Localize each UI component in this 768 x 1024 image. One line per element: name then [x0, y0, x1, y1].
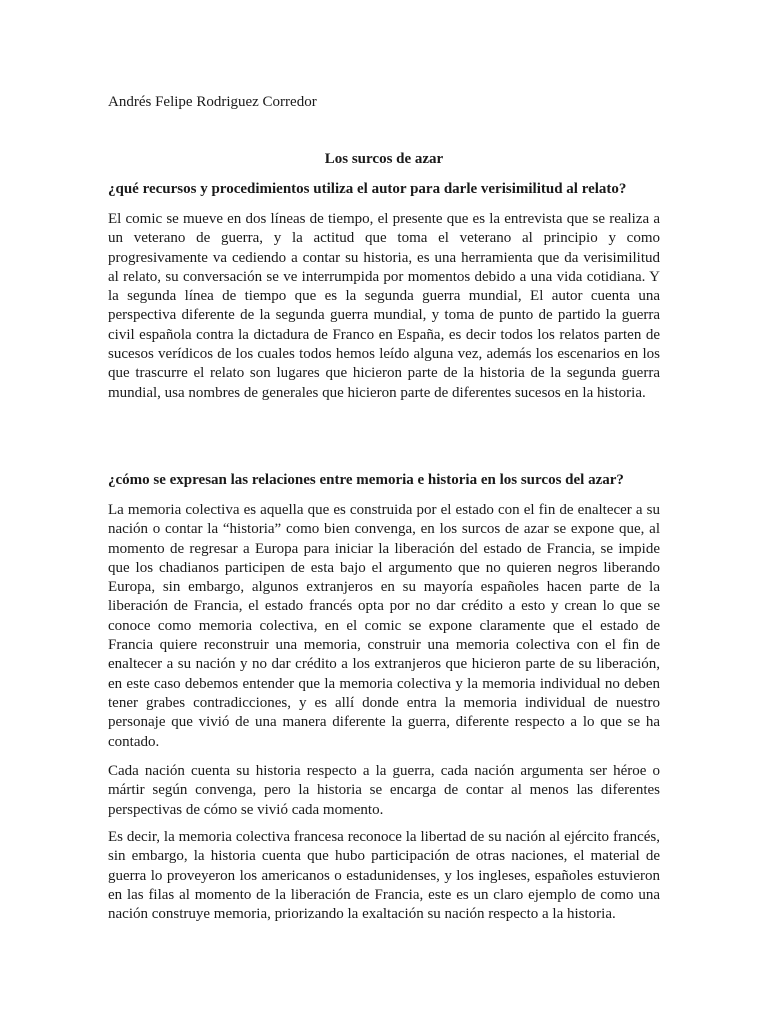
paragraph-1: El comic se mueve en dos líneas de tiempo, el presente que es la entrevista que se realiza a un veterano de guerra, y la actitud que toma el veterano al principio y como progresivamente va cediendo a contar su historia, es una herramienta que da verisimilitud al relato, su conversación se ve interrumpida por momentos debido a una vida cotidiana. Y la segunda línea de tiempo que es la segunda guerra mundial, El autor cuenta una perspectiva diferente de la segunda guerra mundial, y toma de punto de partido la guerra civil española contra la dictadura de Franco en España, es decir todos los relatos parten de sucesos verídicos de los cuales todos hemos leído alguna vez, además los escenarios en los que trascurre el relato son lugares que hicieron parte de la historia de la segunda guerra mundial, usa nombres de generales que hicieron parte de diferentes sucesos en la historia. [108, 211, 660, 401]
paragraph-4: Es decir, la memoria colectiva francesa reconoce la libertad de su nación al ejército francés, sin embargo, la historia cuenta que hubo participación de otras naciones, el material de guerra lo proveyeron los americanos o estadunidenses, y los ingleses, españoles estuvieron en las filas al momento de la liberación de Francia, este es un claro ejemplo de como una nación construye memoria, priorizando la exaltación su nación respecto a la historia. [108, 829, 660, 923]
paragraph-3: Cada nación cuenta su historia respecto a la guerra, cada nación argumenta ser héroe o mártir según convenga, pero la historia se encarga de contar al menos las diferentes perspectivas de cómo se vivió cada momento. [108, 763, 660, 818]
question-heading-2: ¿cómo se expresan las relaciones entre memoria e historia en los surcos del azar? [108, 472, 624, 488]
author-name: Andrés Felipe Rodriguez Corredor [108, 94, 317, 110]
paragraph-2: La memoria colectiva es aquella que es construida por el estado con el fin de enaltecer a su nación o contar la “historia” como bien convenga, en los surcos de azar se expone que, al momento de regresar a Europa para iniciar la liberación del estado de Francia, se impide que los chadianos participen de esta bajo el argumento que no quieren negros liberando Europa, sin embargo, algunos extranjeros en su mayoría españoles hacen parte de la liberación de Francia, el estado francés opta por no dar crédito a esto y crean lo que se conoce como memoria colectiva, en el comic se expone claramente que el estado de Francia quiere reconstruir una memoria, construir una memoria colectiva con el fin de enaltecer a su nación y no dar crédito a los extranjeros que hicieron parte de su liberación, en este caso debemos entender que la memoria colectiva y la memoria individual no deben tener grabes contradicciones, y es allí donde entra la memoria individual de nuestro personaje que vivió de una manera diferente la guerra, diferente respecto a lo que se ha contado. [108, 502, 660, 750]
question-heading-1: ¿qué recursos y procedimientos utiliza el autor para darle verisimilitud al relato? [108, 181, 627, 197]
document-title: Los surcos de azar [324, 151, 444, 167]
